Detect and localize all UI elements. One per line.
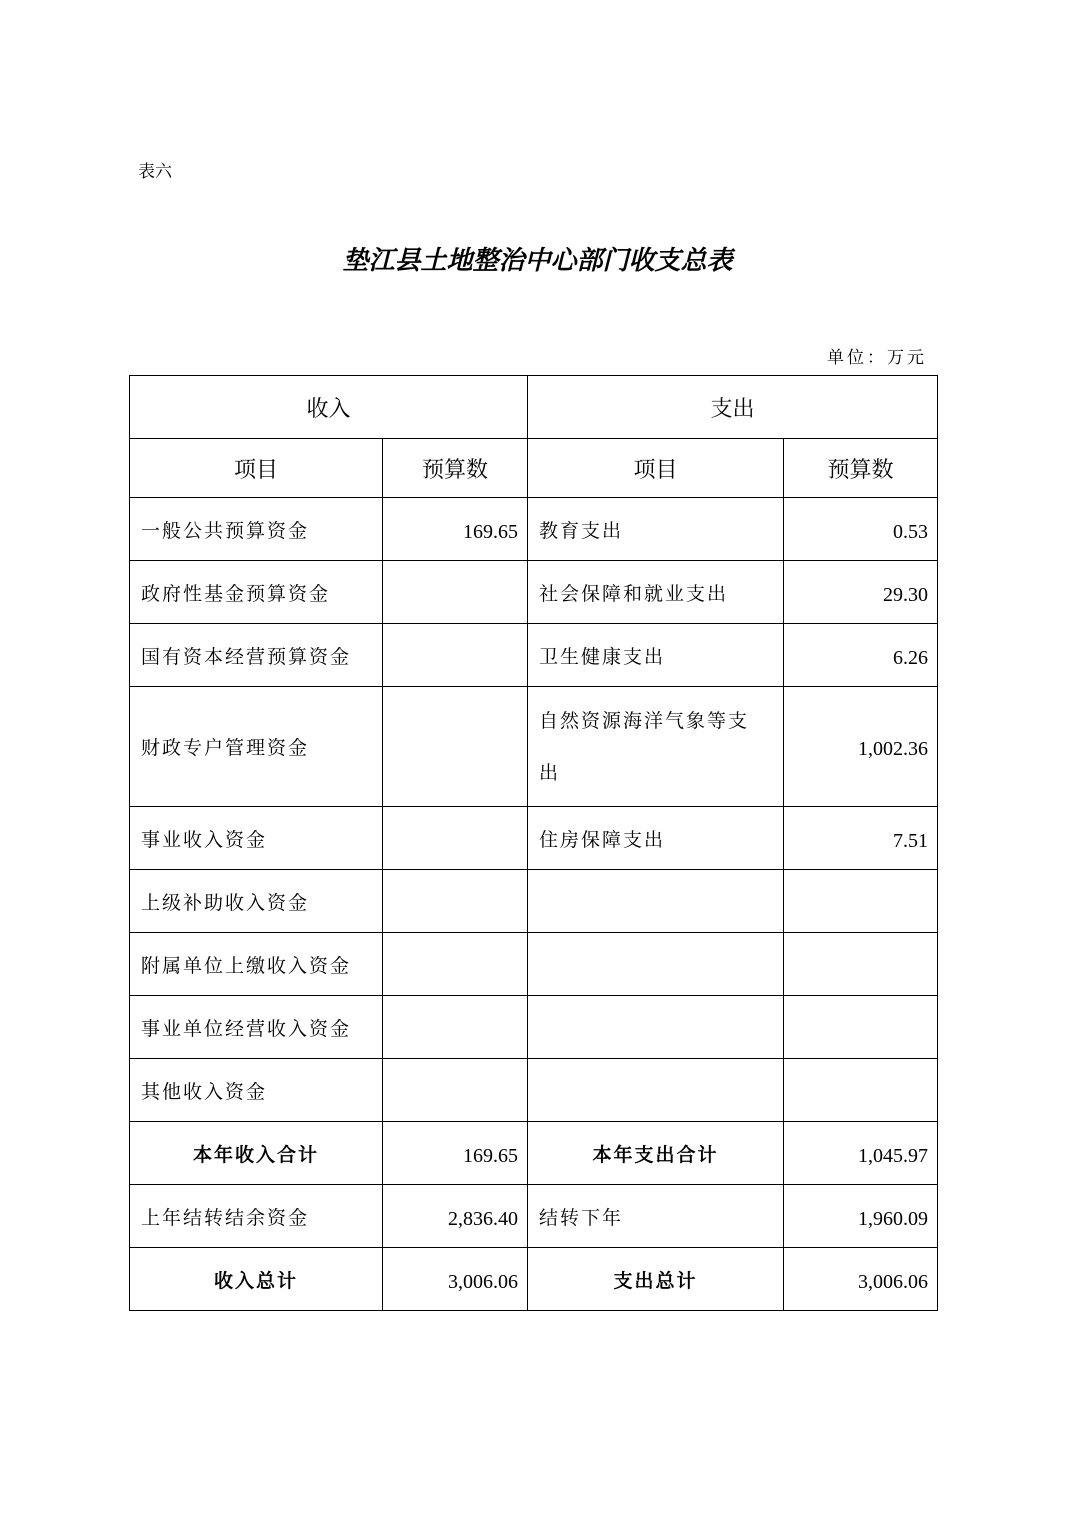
expense-value: 29.30 — [784, 561, 938, 624]
expense-header: 支出 — [528, 376, 938, 439]
income-value — [383, 561, 528, 624]
expense-value: 7.51 — [784, 807, 938, 870]
expense-value: 0.53 — [784, 498, 938, 561]
income-item: 其他收入资金 — [130, 1059, 383, 1122]
income-value — [383, 870, 528, 933]
income-item: 事业单位经营收入资金 — [130, 996, 383, 1059]
expense-value: 1,002.36 — [784, 687, 938, 807]
income-item: 国有资本经营预算资金 — [130, 624, 383, 687]
income-value — [383, 933, 528, 996]
income-value — [383, 624, 528, 687]
page-title: 垫江县土地整治中心部门收支总表 — [342, 246, 733, 276]
income-header: 收入 — [130, 376, 528, 439]
table-row — [130, 1185, 938, 1248]
expense-item: 卫生健康支出 — [528, 624, 784, 687]
income-item: 政府性基金预算资金 — [130, 561, 383, 624]
expense-item — [528, 933, 784, 996]
income-total-value: 3,006.06 — [383, 1248, 528, 1311]
table-row — [130, 498, 938, 561]
expense-total-label: 支出总计 — [528, 1248, 784, 1311]
expense-item: 社会保障和就业支出 — [528, 561, 784, 624]
income-item: 事业收入资金 — [130, 807, 383, 870]
expense-subtotal-value: 1,045.97 — [784, 1122, 938, 1185]
table-row — [130, 996, 938, 1059]
income-value — [383, 687, 528, 807]
income-value: 169.65 — [383, 498, 528, 561]
table-row — [130, 624, 938, 687]
expense-item: 住房保障支出 — [528, 807, 784, 870]
expense-item: 结转下年 — [528, 1185, 784, 1248]
subtotal-row — [130, 1122, 938, 1185]
income-subtotal-label: 本年收入合计 — [130, 1122, 383, 1185]
expense-item-header: 项目 — [528, 439, 784, 498]
expense-item: 教育支出 — [528, 498, 784, 561]
income-value — [383, 807, 528, 870]
income-subtotal-value: 169.65 — [383, 1122, 528, 1185]
table-header-row — [130, 376, 938, 439]
expense-subtotal-label: 本年支出合计 — [528, 1122, 784, 1185]
expense-total-value: 3,006.06 — [784, 1248, 938, 1311]
income-item: 财政专户管理资金 — [130, 687, 383, 807]
unit-label: 单位：万元 — [827, 348, 927, 368]
expense-item — [528, 1059, 784, 1122]
expense-budget-header: 预算数 — [784, 439, 938, 498]
expense-item: 自然资源海洋气象等支出 — [528, 687, 784, 807]
expense-value — [784, 996, 938, 1059]
table-row — [130, 870, 938, 933]
table-row — [130, 1059, 938, 1122]
table-row — [130, 933, 938, 996]
income-item-header: 项目 — [130, 439, 383, 498]
income-value — [383, 1059, 528, 1122]
table-subheader-row — [130, 439, 938, 498]
table-label: 表六 — [138, 162, 172, 182]
income-budget-header: 预算数 — [383, 439, 528, 498]
table-row — [130, 687, 938, 807]
expense-value: 1,960.09 — [784, 1185, 938, 1248]
expense-value — [784, 933, 938, 996]
expense-value — [784, 1059, 938, 1122]
expense-value: 6.26 — [784, 624, 938, 687]
income-item: 附属单位上缴收入资金 — [130, 933, 383, 996]
income-item: 上年结转结余资金 — [130, 1185, 383, 1248]
income-value — [383, 996, 528, 1059]
expense-item — [528, 996, 784, 1059]
table-row — [130, 561, 938, 624]
budget-table — [129, 375, 938, 1311]
income-item: 一般公共预算资金 — [130, 498, 383, 561]
total-row — [130, 1248, 938, 1311]
income-total-label: 收入总计 — [130, 1248, 383, 1311]
income-value: 2,836.40 — [383, 1185, 528, 1248]
table-row — [130, 807, 938, 870]
income-item: 上级补助收入资金 — [130, 870, 383, 933]
expense-value — [784, 870, 938, 933]
expense-item — [528, 870, 784, 933]
